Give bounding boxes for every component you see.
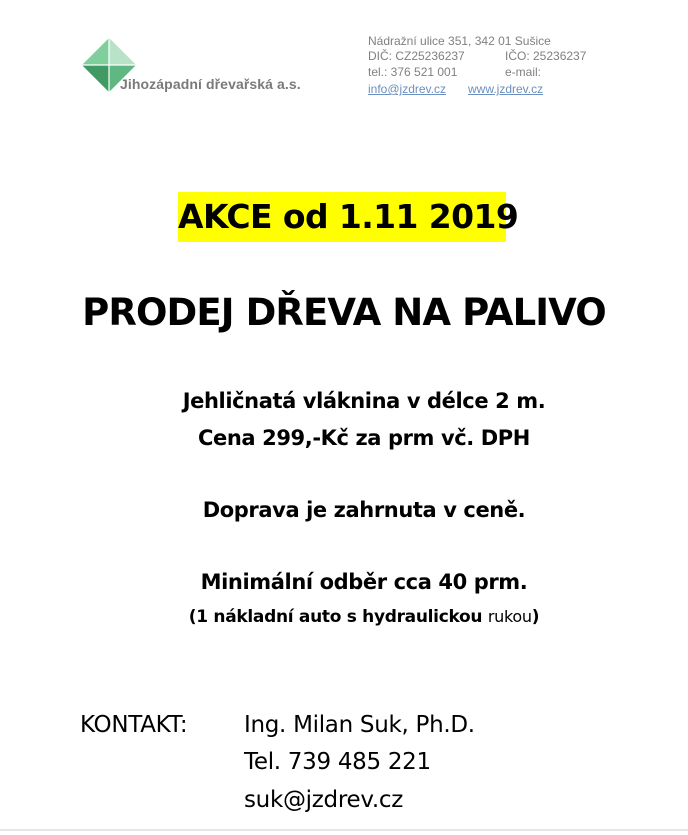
company-dic: DIČ: CZ25236237 bbox=[368, 49, 465, 63]
page-title: PRODEJ DŘEVA NA PALIVO bbox=[82, 291, 606, 334]
contact-label: KONTAKT: bbox=[80, 712, 188, 738]
contact-phone: Tel. 739 485 221 bbox=[244, 749, 431, 775]
product-description: Jehličnatá vláknina v délce 2 m. bbox=[182, 389, 546, 413]
contact-email: suk@jzdrev.cz bbox=[244, 787, 403, 813]
minimum-order-note bbox=[0, 604, 688, 630]
company-address: Nádražní ulice 351, 342 01 Sušice bbox=[368, 34, 551, 48]
price-line: Cena 299,-Kč za prm vč. DPH bbox=[198, 426, 530, 450]
company-ico: IČO: 25236237 bbox=[505, 49, 587, 63]
company-website-link[interactable]: www.jzdrev.cz bbox=[468, 82, 544, 96]
page-bottom-divider bbox=[0, 829, 688, 831]
minimum-order-note-normal: rukou bbox=[487, 607, 532, 626]
company-phone: tel.: 376 521 001 bbox=[368, 65, 458, 79]
contact-name: Ing. Milan Suk, Ph.D. bbox=[244, 712, 475, 738]
minimum-order-note-close: ) bbox=[531, 607, 540, 627]
email-label: e-mail: bbox=[505, 65, 542, 79]
company-email-link[interactable]: info@jzdrev.cz bbox=[368, 82, 446, 96]
minimum-order: Minimální odběr cca 40 prm. bbox=[200, 570, 528, 594]
minimum-order-note-bold: (1 nákladní auto s hydraulickou bbox=[188, 607, 488, 627]
promo-date-banner: AKCE od 1.11 2019 bbox=[178, 192, 506, 242]
company-name: Jihozápadní dřevařská a.s. bbox=[120, 76, 301, 92]
delivery-note: Doprava je zahrnuta v ceně. bbox=[202, 498, 526, 522]
